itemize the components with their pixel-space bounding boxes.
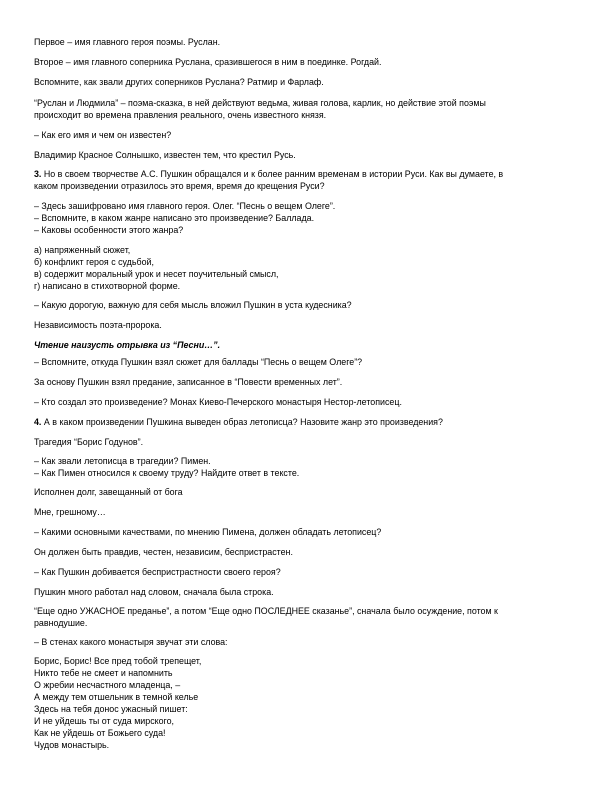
text-line: происходит во времена правления реального, очень известного князя.	[34, 110, 327, 120]
poem-line: О жребии несчастного младенца, –	[34, 680, 181, 690]
text-line: Вспомните, как звали других соперников Руслана? Ратмир и Фарлаф.	[34, 77, 324, 87]
answer-plot-source	[34, 376, 582, 388]
paragraph-other-rivals	[34, 76, 582, 88]
text-line: – Как Пимен относился к своему труду? Найдите ответ в тексте.	[34, 468, 300, 478]
text-line: Исполнен долг, завещанный от бога	[34, 487, 183, 497]
poem-line: Чудов монастырь.	[34, 740, 110, 750]
list-item: а) напряженный сюжет,	[34, 245, 131, 255]
paragraph-section-3	[34, 168, 582, 192]
section-number: 3.	[34, 169, 42, 179]
text-span: А в каком произведении Пушкина выведен образ летописца? Назовите жанр это произведения?	[41, 417, 443, 427]
text-line: – Какими основными качествами, по мнению Пимена, должен обладать летописец?	[34, 527, 382, 537]
list-ballad-features	[34, 244, 582, 292]
text-line: Мне, грешному…	[34, 507, 106, 517]
text-line: – Как звали летописца в трагедии? Пимен.	[34, 456, 211, 466]
list-item: г) написано в стихотворной форме.	[34, 281, 181, 291]
text-line: каком произведении отразилось это время, время до крещения Руси?	[34, 181, 325, 191]
question-plot-source	[34, 356, 582, 368]
text-line	[34, 168, 582, 180]
text-line: – Как его имя и чем он известен?	[34, 130, 172, 140]
text-line: Второе – имя главного соперника Руслана, сразившегося в ним в поединке. Рогдай.	[34, 57, 382, 67]
poem-line: Никто тебе не смеет и напомнить	[34, 668, 173, 678]
text-line: “Еще одно УЖАСНОЕ преданье”, а потом “Еще одно ПОСЛЕДНЕЕ сказанье”, сначала было осуждение, потом к	[34, 606, 498, 616]
poem-line: А между тем отшельник в темной келье	[34, 692, 199, 702]
paragraph-legend-versions	[34, 605, 582, 629]
paragraph-first-name	[34, 36, 582, 48]
poem-quote	[34, 655, 582, 751]
text-line: Он должен быть правдив, честен, независим, беспристрастен.	[34, 547, 293, 557]
question-qualities	[34, 526, 582, 538]
list-item: в) содержит моральный урок и несет поучительный смысл,	[34, 269, 279, 279]
text-line: – Здесь зашифровано имя главного героя. Олег. “Песнь о вещем Олеге”.	[34, 201, 336, 211]
question-impartiality	[34, 566, 582, 578]
poem-line: Здесь на тебя донос ужасный пишет:	[34, 704, 188, 714]
paragraph-ballad-questions	[34, 200, 582, 236]
text-line	[34, 416, 582, 428]
text-line: – Какую дорогую, важную для себя мысль вложил Пушкин в уста кудесника?	[34, 300, 352, 310]
text-line: – Кто создал это произведение? Монах Киево-Печерского монастыря Нестор-летописец.	[34, 397, 402, 407]
poem-line: И не уйдешь ты от суда мирского,	[34, 716, 175, 726]
list-item: б) конфликт героя с судьбой,	[34, 257, 154, 267]
paragraph-second-name	[34, 56, 582, 68]
answer-word-work	[34, 586, 582, 598]
text-line: – Вспомните, в каком жанре написано это произведение? Баллада.	[34, 213, 315, 223]
text-line: За основу Пушкин взял предание, записанное в “Повести временных лет”.	[34, 377, 343, 387]
quote-line-2	[34, 506, 582, 518]
quote-line-1	[34, 486, 582, 498]
text-line: – Вспомните, откуда Пушкин взял сюжет для баллады “Песнь о вещем Олеге”?	[34, 357, 363, 367]
text-line: – Каковы особенности этого жанра?	[34, 225, 184, 235]
text-line: – Как Пушкин добивается беспристрастности своего героя?	[34, 567, 281, 577]
text-line: Владимир Красное Солнышко, известен тем, что крестил Русь.	[34, 150, 296, 160]
text-line: – В стенах какого монастыря звучат эти слова:	[34, 637, 228, 647]
text-line: Чтение наизусть отрывка из “Песни…”.	[34, 340, 221, 350]
answer-independence	[34, 319, 582, 331]
poem-line: Борис, Борис! Все пред тобой трепещет,	[34, 656, 202, 666]
text-span: Но в своем творчестве А.С. Пушкин обращался и к более ранним временам в истории Руси. Как вы думаете, в	[41, 169, 504, 179]
text-line: Первое – имя главного героя поэмы. Руслан.	[34, 37, 221, 47]
answer-vladimir	[34, 149, 582, 161]
text-line: равнодушие.	[34, 618, 88, 628]
answer-tragedy	[34, 436, 582, 448]
text-line: Независимость поэта-пророка.	[34, 320, 162, 330]
heading-recitation	[34, 339, 582, 351]
question-author	[34, 396, 582, 408]
question-sorcerer	[34, 299, 582, 311]
poem-line: Как не уйдешь от Божьего суда!	[34, 728, 166, 738]
question-prince-name	[34, 129, 582, 141]
answer-qualities	[34, 546, 582, 558]
question-monastery	[34, 636, 582, 648]
paragraph-section-4	[34, 416, 582, 428]
text-line: Трагедия “Борис Годунов”.	[34, 437, 144, 447]
text-line: Пушкин много работал над словом, сначала была строка.	[34, 587, 274, 597]
paragraph-poem-description	[34, 97, 582, 121]
section-number: 4.	[34, 417, 42, 427]
paragraph-pimen-questions	[34, 455, 582, 479]
text-line: “Руслан и Людмила” – поэма-сказка, в ней действуют ведьма, живая голова, карлик, но действие этой поэмы	[34, 98, 486, 108]
